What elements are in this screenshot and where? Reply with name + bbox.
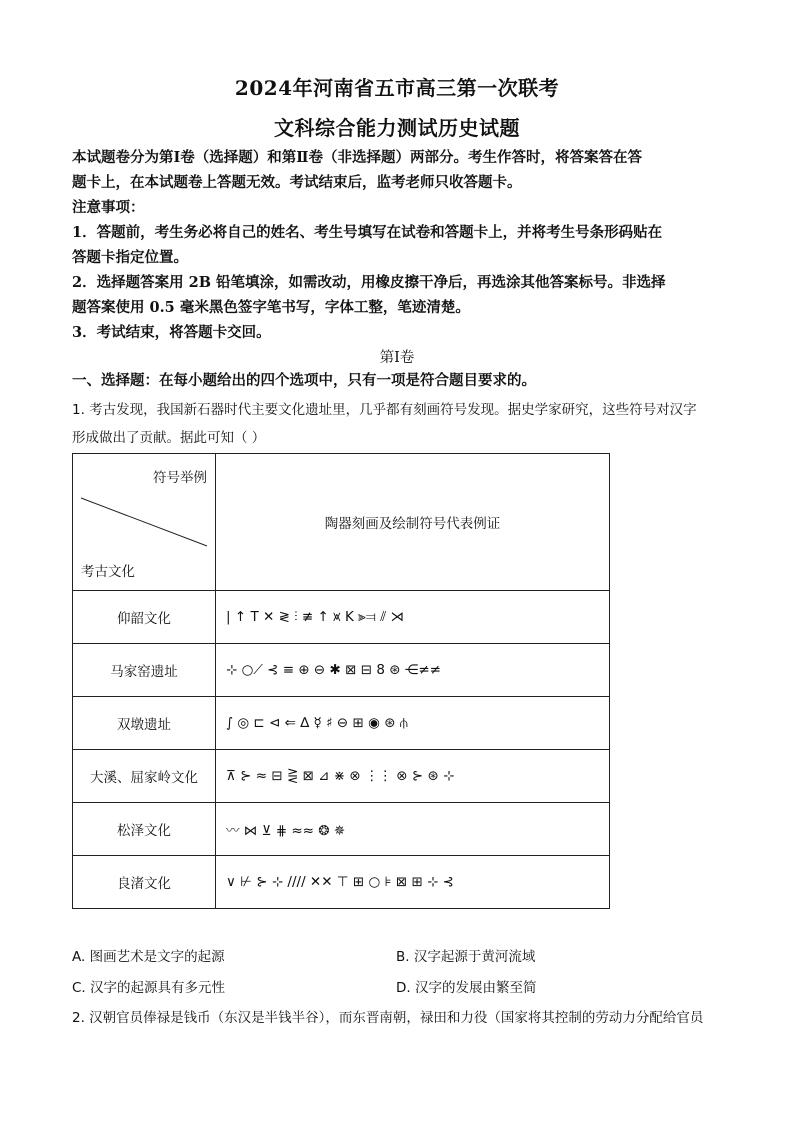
option-b: B. 汉字起源于黄河流域 [396,949,536,965]
option-c: C. 汉字的起源具有多元性 [72,980,226,996]
table-row [73,591,610,644]
table-row [73,803,610,856]
question-2-line-1: 2. 汉朝官员俸禄是钱币（东汉是半钱半谷），而东晋南朝，禄田和力役（国家将其控制的劳动力分配给官员 [72,1010,704,1026]
symbol-table [72,453,610,909]
notice-2b: 题答案使用 0.5 毫米黑色签字笔书写，字体工整，笔迹清楚。 [72,299,470,316]
culture-cell: 仰韶文化 [73,591,216,644]
header-culture: 考古文化 [81,564,135,580]
header-main: 陶器刻画及绘制符号代表例证 [216,454,610,591]
intro-line-2: 题卡上，在本试题卷上答题无效。考试结束后，监考老师只收答题卡。 [72,174,522,191]
notice-1a: 1．答题前，考生务必将自己的姓名、考生号填写在试卷和答题卡上，并将考生号条形码贴在 [72,224,663,241]
notice-3: 3．考试结束，将答题卡交回。 [72,324,271,341]
glyph-cell: ⊹ ○⟋ ⊰ ≡ ⊕ ⊖ ✱ ⊠ ⊟ 8 ⊛ ⋲≠≠ [216,644,610,697]
glyph-cell: ∨ ⊬ ⊱ ⊹ //// ✕✕ ⊤ ⊞ ○ ⊧ ⊠ ⊞ ⊹ ⊰ [216,856,610,909]
culture-cell: 马家窑遗址 [73,644,216,697]
culture-cell: 大溪、屈家岭文化 [73,750,216,803]
glyph-cell: ⊼ ⊱ ≈ ⊟ ⋛ ⊠ ⊿ ⋇ ⊗ ⋮⋮ ⊗ ⊱ ⊛ ⊹ [216,750,610,803]
exam-title: 2024年河南省五市高三第一次联考 [234,76,560,100]
volume-label: 第Ⅰ卷 [379,350,415,366]
table-row [73,644,610,697]
option-a: A. 图画艺术是文字的起源 [72,949,225,965]
table-diagonal-header [73,454,216,591]
table-row [73,697,610,750]
table-row [73,750,610,803]
notice-heading: 注意事项： [72,199,145,216]
glyph-cell: ∫ ◎ ⊏ ⊲ ⇐ ∆ ☿ ♯ ⊖ ⊞ ◉ ⊛ ⫛ [216,697,610,750]
exam-subtitle: 文科综合能力测试历史试题 [274,116,520,140]
section-heading: 一、选择题：在每小题给出的四个选项中，只有一项是符合题目要求的。 [72,372,536,389]
culture-cell: 良渚文化 [73,856,216,909]
table-row [73,856,610,909]
notice-2a: 2．选择题答案用 2B 铅笔填涂，如需改动，用橡皮擦干净后，再选涂其他答案标号。非选择 [72,274,666,291]
intro-line-1: 本试题卷分为第Ⅰ卷（选择题）和第Ⅱ卷（非选择题）两部分。考生作答时，将答案答在答 [72,149,642,166]
glyph-cell: 〰 ⋈ ⊻ ⋕ ≈≈ ❂ ✵ [216,803,610,856]
glyph-cell: | ↑ T ✕ ≷ ⫶ ≢ ↑ ⩙ K ⫸⫤ ⫽ ⋊ [216,591,610,644]
question-1-line-2: 形成做出了贡献。据此可知（ ） [72,430,266,446]
option-d: D. 汉字的发展由繁至简 [396,980,537,996]
notice-1b: 答题卡指定位置。 [72,249,188,266]
culture-cell: 松泽文化 [73,803,216,856]
culture-cell: 双墩遗址 [73,697,216,750]
header-symbol-examples: 符号举例 [153,470,207,486]
question-1-line-1: 1. 考古发现，我国新石器时代主要文化遗址里，几乎都有刻画符号发现。据史学家研究，这些符号对汉字 [72,402,697,418]
